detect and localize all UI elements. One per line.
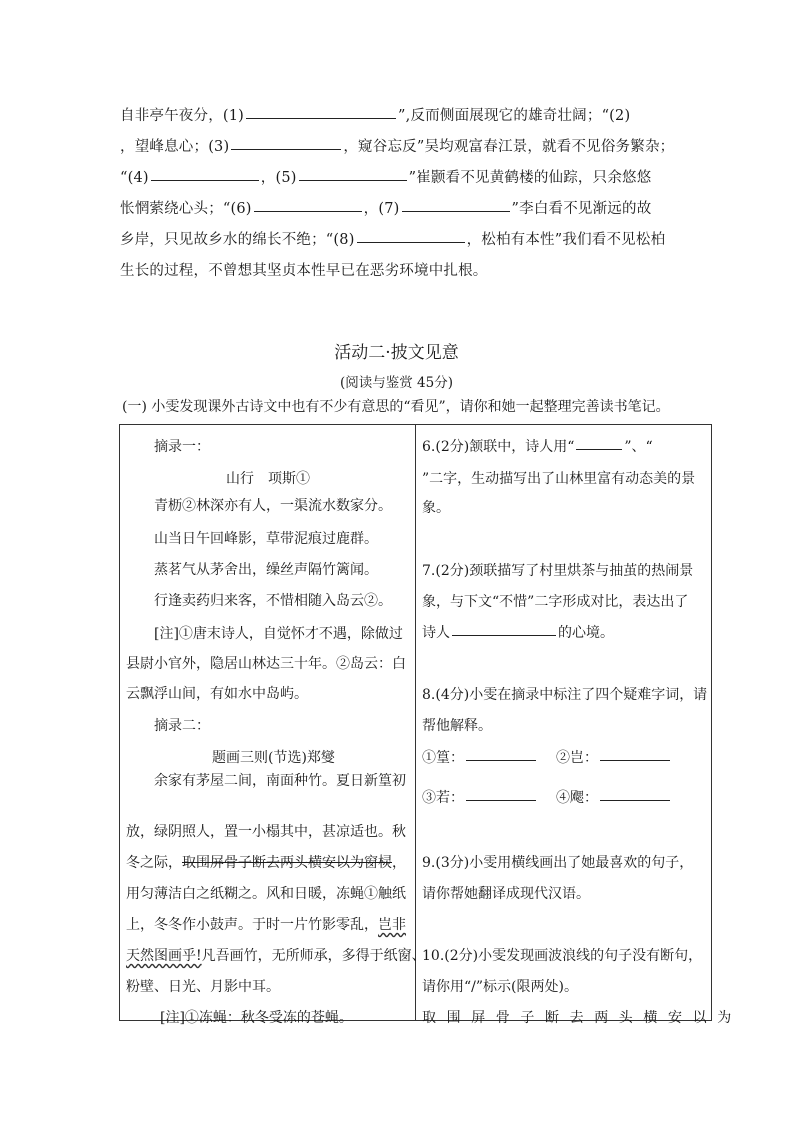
passage-text: ”崔颢看不见黄鹤楼的仙踪，只余悠悠: [408, 170, 652, 186]
wavy-underlined-text: 天然图画乎!: [126, 948, 202, 964]
passage-line-4: [120, 197, 651, 218]
passage-line-2: [120, 135, 674, 156]
answer-blank-3[interactable]: [231, 148, 341, 150]
answer-blank-6[interactable]: [254, 210, 362, 212]
word-label: ④飔：: [556, 790, 598, 806]
question-text: 6.(2分)颔联中，诗人用“: [422, 439, 575, 455]
passage-text: ”李白看不见渐远的故: [511, 201, 652, 217]
prose-line-4: 用匀薄洁白之纸糊之。风和日暖，冻蝇①触纸: [126, 886, 406, 902]
prose-text: ，: [392, 855, 406, 871]
passage-line-1: [120, 104, 630, 125]
passage-text: ，(7): [363, 201, 400, 217]
passage-line-6: 生长的过程，不曾想其坚贞本性早已在恶劣环境中扎根。: [120, 263, 488, 279]
word-3: [422, 787, 538, 807]
question-6-line-2: ”二字，生动描写出了山林里富有动态美的景: [422, 471, 696, 487]
passage-text: ”,反而侧面展现它的雄奇壮阔；“(2): [398, 108, 631, 124]
passage-text: “(4): [120, 170, 149, 186]
question-7-line-1: 7.(2分)颈联描写了村里烘茶与抽茧的热闹景: [422, 563, 694, 579]
prose-text: 上，冬冬作小鼓声。于时一片竹影零乱，: [126, 917, 378, 933]
section-intro: (一) 小雯发现课外古诗文中也有不少有意思的“看见”，请你和她一起整理完善读书笔记。: [122, 399, 670, 415]
question-9-line-1: 9.(3分)小雯用横线画出了她最喜欢的句子，: [422, 855, 694, 871]
prose-line-5: [126, 914, 406, 934]
passage-line-3: [120, 166, 651, 187]
prose-text: 凡吾画竹，无所师承，多得于纸窗、: [201, 948, 426, 964]
prose-line-2: 放，绿阴照人，置一小榻其中，甚凉适也。秋: [126, 824, 406, 840]
wavy-underlined-text: 岂非: [378, 917, 406, 933]
activity-subtitle: (阅读与鉴赏 45分): [339, 375, 453, 391]
prose-title: 题画三则(节选)郑燮: [212, 750, 335, 766]
question-text: ”、“: [624, 439, 653, 455]
question-8-line-2: 帮他解释。: [422, 718, 492, 734]
q6-blank-1[interactable]: [576, 448, 622, 450]
question-8-line-1: 8.(4分)小雯在摘录中标注了四个疑难字词，请: [422, 687, 708, 703]
answer-blank-5[interactable]: [299, 179, 407, 181]
question-10-line-2: 请你用“/”标示(限两处)。: [422, 979, 578, 995]
struck-sentence: 取围屏骨子断去两头横安以为窗棂: [182, 855, 392, 871]
excerpt-one-label: 摘录一：: [154, 439, 210, 455]
word-3-blank[interactable]: [466, 799, 536, 801]
prose-line-7: 粉壁、日光、月影中耳。: [126, 979, 280, 995]
q7-blank[interactable]: [452, 634, 556, 636]
prose-text: 冬之际，: [126, 855, 182, 871]
prose-line-1: 余家有茅屋二间，南面种竹。夏日新篁初: [154, 773, 406, 789]
word-1: [422, 747, 538, 767]
poem-note-line-2: 县尉小官外，隐居山林达三十年。②岛云：白: [126, 656, 406, 672]
question-7-line-3: [422, 622, 614, 642]
poem-line-1: 青枥②林深亦有人，一渠流水数家分。: [154, 498, 392, 514]
question-10-sentence: 取围屏骨子断去两头横安以为: [422, 1010, 742, 1026]
passage-text: ，(5): [260, 170, 297, 186]
prose-line-6: [126, 945, 426, 965]
prose-line-3: [126, 852, 406, 872]
reading-notes-table: [119, 424, 742, 1026]
poem-line-4: 行逢卖药归来客，不惜相随入岛云②。: [154, 593, 392, 609]
question-6-line-1: [422, 436, 653, 456]
passage-text: ，窥谷忘反”吴均观富春江景，就看不见俗务繁杂；: [343, 139, 675, 155]
passage-text: 乡岸，只见故乡水的绵长不绝；“(8): [120, 232, 355, 248]
question-text: 的心境。: [558, 625, 614, 641]
answer-blank-1[interactable]: [246, 117, 396, 119]
passage-text: ，望峰息心；(3): [120, 139, 230, 155]
question-9-line-2: 请你帮她翻译成现代汉语。: [422, 886, 590, 902]
word-4: [556, 787, 672, 807]
word-2-blank[interactable]: [600, 759, 670, 761]
passage-text: ，松柏有本性”我们看不见松柏: [466, 232, 666, 248]
word-4-blank[interactable]: [600, 799, 670, 801]
answer-blank-8[interactable]: [357, 241, 465, 243]
question-text: 诗人: [422, 625, 450, 641]
poem-note-line-3: 云飘浮山间，有如水中岛屿。: [126, 686, 308, 702]
question-7-line-2: 象，与下文“不惜”二字形成对比，表达出了: [422, 594, 689, 610]
activity-title: 活动二·披文见意: [334, 343, 459, 363]
passage-text: 自非亭午夜分，(1): [120, 108, 245, 124]
poem-note-line-1: [注]①唐末诗人，自觉怀才不遇，除做过: [154, 626, 403, 642]
word-2: [556, 747, 672, 767]
column-divider: [415, 425, 416, 1020]
word-label: ②岂：: [556, 750, 598, 766]
question-10-line-1: 10.(2分)小雯发现画波浪线的句子没有断句，: [422, 948, 703, 964]
answer-blank-7[interactable]: [402, 210, 510, 212]
passage-text: 怅惘萦绕心头；“(6): [120, 201, 252, 217]
answer-blank-4[interactable]: [151, 179, 259, 181]
poem-line-2: 山当日午回峰影，草带泥痕过鹿群。: [154, 531, 378, 547]
excerpt-two-label: 摘录二：: [154, 718, 210, 734]
poem-line-3: 蒸茗气从茅舍出，缲丝声隔竹篱闻。: [154, 562, 378, 578]
word-label: ③若：: [422, 790, 464, 806]
word-label: ①篁：: [422, 750, 464, 766]
word-1-blank[interactable]: [466, 759, 536, 761]
prose-note: [注]①冻蝇：秋冬受冻的苍蝇。: [160, 1010, 353, 1026]
poem-title: 山行 项斯①: [226, 471, 310, 487]
passage-line-5: [120, 228, 665, 249]
question-6-line-3: 象。: [422, 500, 450, 516]
